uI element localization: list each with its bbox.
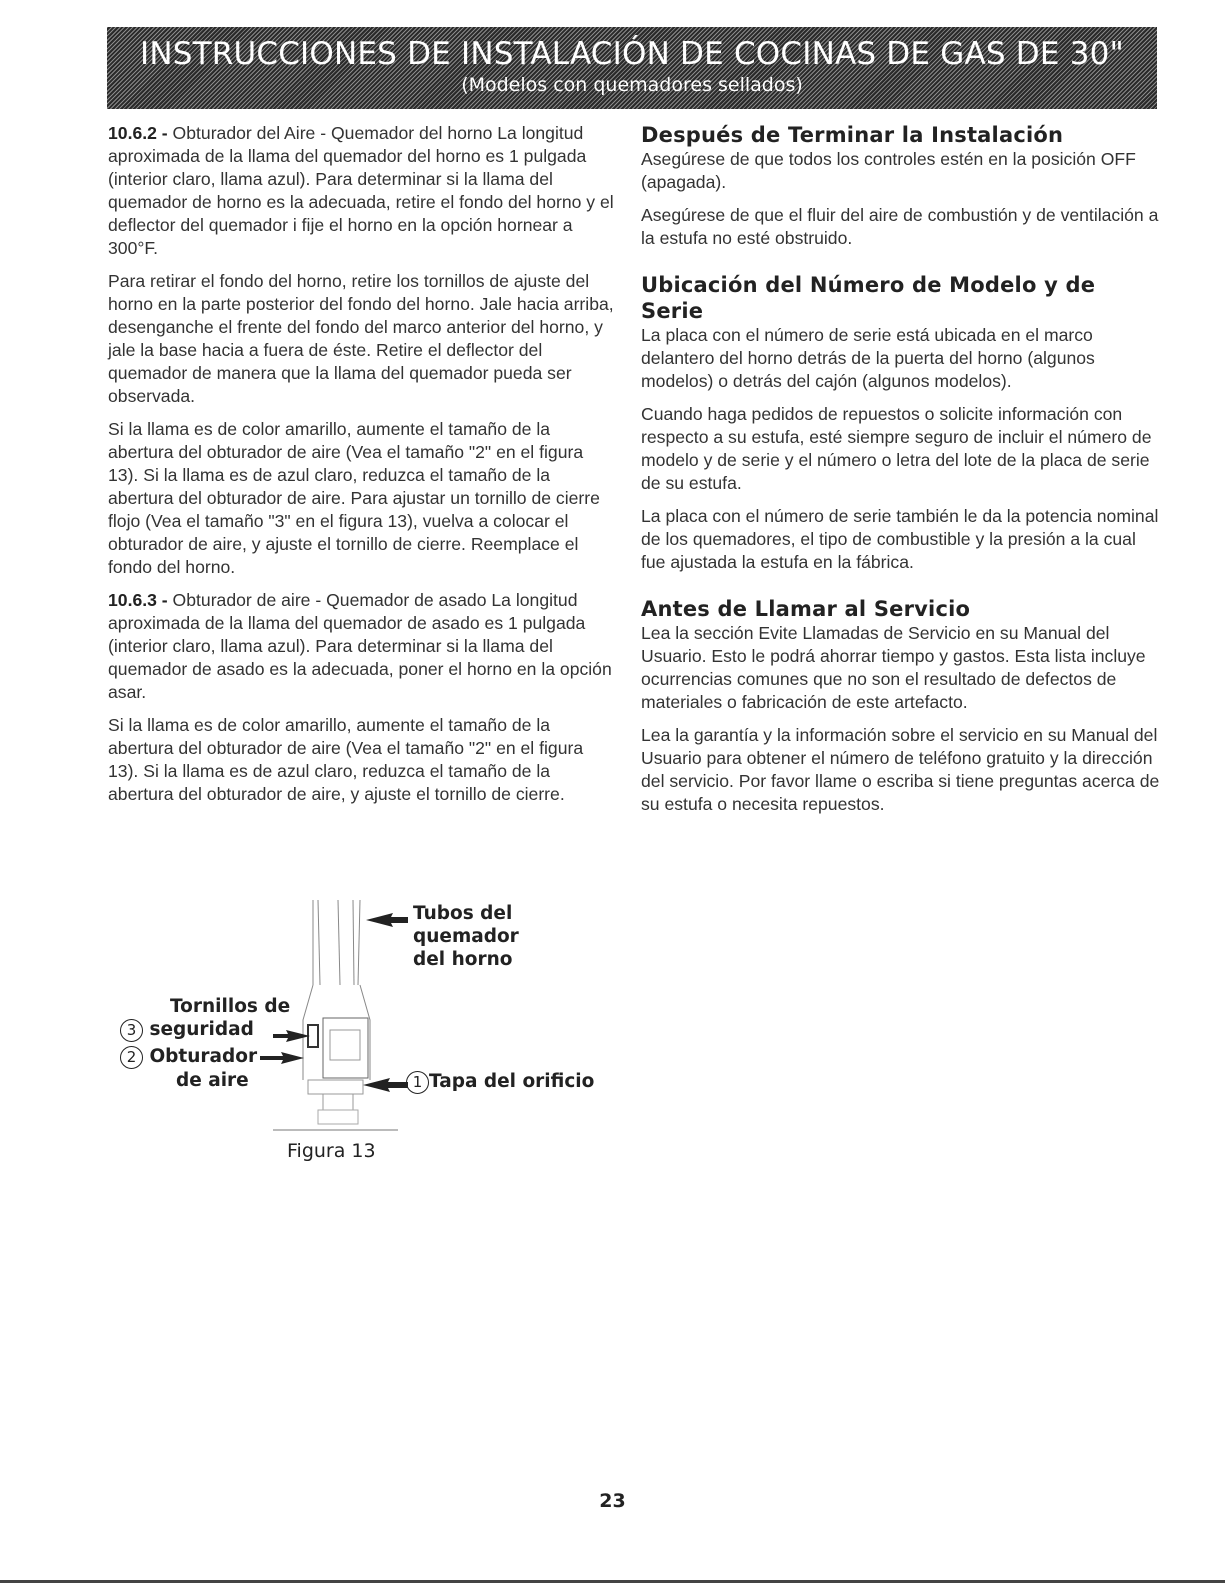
paragraph: La placa con el número de serie también le da la potencia nominal de los quemadores, el tipo de combustible y la presión a la cual fue ajustada la estufa en la fábrica. (641, 506, 1159, 572)
arrow-cap (363, 1078, 408, 1092)
callout-number-1: 1 (406, 1071, 429, 1094)
right-column (641, 122, 1161, 838)
page-number: 23 (599, 1490, 626, 1512)
section-before-service (641, 596, 1161, 816)
paragraph: Cuando haga pedidos de repuestos o solicite información con respecto a su estufa, esté siempre seguro de incluir el número de modelo y de serie y el número o letra del lote de la placa de serie de su estufa. (641, 404, 1152, 493)
label-air-shutter: 2 Obturador de aire (120, 1045, 257, 1092)
page-subtitle: (Modelos con quemadores sellados) (461, 74, 803, 96)
section-number-10-6-3: 10.6.3 - (108, 590, 168, 610)
paragraph-10-6-2 (108, 122, 618, 260)
section-after-installation (641, 122, 1161, 250)
arrow-tubes (366, 913, 408, 927)
paragraph: Lea la sección Evite Llamadas de Servicio en su Manual del Usuario. Esto le podrá ahorrar tiempo y gastos. Esta lista incluye ocurrencias comunes que no son el resultado de defectos de materiales o fabricación de este artefacto. (641, 623, 1146, 712)
callout-number-3: 3 (120, 1019, 143, 1042)
label-burner-tubes: Tubos del quemador del horno (413, 903, 519, 970)
page-title: INSTRUCCIONES DE INSTALACIÓN DE COCINAS DE GAS DE 30" (139, 36, 1124, 72)
paragraph: Asegúrese de que todos los controles estén en la posición OFF (apagada). (641, 149, 1136, 192)
page-header-banner (107, 27, 1157, 109)
paragraph: La placa con el número de serie está ubicada en el marco delantero del horno detrás de la puerta del horno (algunos modelos) o detrás del cajón (algunos modelos). (641, 325, 1095, 391)
paragraph: Lea la garantía y la información sobre el servicio en su Manual del Usuario para obtener el número de teléfono gratuito y la dirección del servicio. Por favor llame o escriba si tiene preguntas acerca de su estufa o necesita repuestos. (641, 725, 1160, 814)
callout-number-2: 2 (120, 1046, 143, 1069)
figure-caption: Figura 13 (287, 1140, 376, 1162)
section-heading: Después de Terminar la Instalación (641, 123, 1064, 147)
paragraph-text: Obturador de aire - Quemador de asado La longitud aproximada de la llama del quemador de asado es 1 pulgada (interior claro, llama azul). Para determinar si la llama del quemador de asado es la adecuada, poner el horno en la opción asar. (108, 590, 612, 702)
paragraph: Si la llama es de color amarillo, aumente el tamaño de la abertura del obturador de aire (Vea el tamaño "2" en el figura 13). Si la llama es de azul claro, reduzca el tamaño de la abertura del obturador de aire. Para ajustar un tornillo de cierre flojo (Vea el tamaño "3" en el figura 13), vuelva a colocar el obturador de aire, y ajuste el tornillo de cierre. Reemplace el fondo del horno. (108, 419, 600, 577)
label-orifice-cap: 1 Tapa del orificio (406, 1070, 594, 1094)
bottom-rule (0, 1580, 1225, 1583)
paragraph: Si la llama es de color amarillo, aumente el tamaño de la abertura del obturador de aire (Vea el tamaño "2" en el figura 13). Si la llama es de azul claro, reduzca el tamaño de la abertura del obturador de aire, y ajuste el tornillo de cierre. (108, 715, 584, 804)
paragraph: Asegúrese de que el fluir del aire de combustión y de ventilación a la estufa no esté obstruido. (641, 205, 1159, 248)
section-heading: Ubicación del Número de Modelo y de Serie (641, 273, 1096, 323)
section-model-serial-location (641, 272, 1161, 574)
figure-13 (108, 880, 628, 1180)
arrow-shutter (260, 1052, 304, 1064)
left-column (108, 122, 618, 816)
paragraph: Para retirar el fondo del horno, retire los tornillos de ajuste del horno en la parte posterior del fondo del horno. Jale hacia arriba, desenganche el frente del fondo del marco anterior del horno, y jale la base hacia a fuera de éste. Retire el deflector del quemador de manera que la llama del quemador pueda ser observada. (108, 271, 614, 406)
section-heading: Antes de Llamar al Servicio (641, 597, 971, 621)
section-number-10-6-2: 10.6.2 - (108, 123, 168, 143)
paragraph-10-6-3 (108, 589, 618, 704)
paragraph-text: Obturador del Aire - Quemador del horno La longitud aproximada de la llama del quemador del horno es 1 pulgada (interior claro, llama azul). Para determinar si la llama del quemador de horno es la adecuada, retire el fondo del horno y el deflector del quemador i fije el horno en la opción hornear a 300°F. (108, 123, 614, 258)
label-lock-screws: Tornillos de 3 seguridad (120, 995, 290, 1042)
